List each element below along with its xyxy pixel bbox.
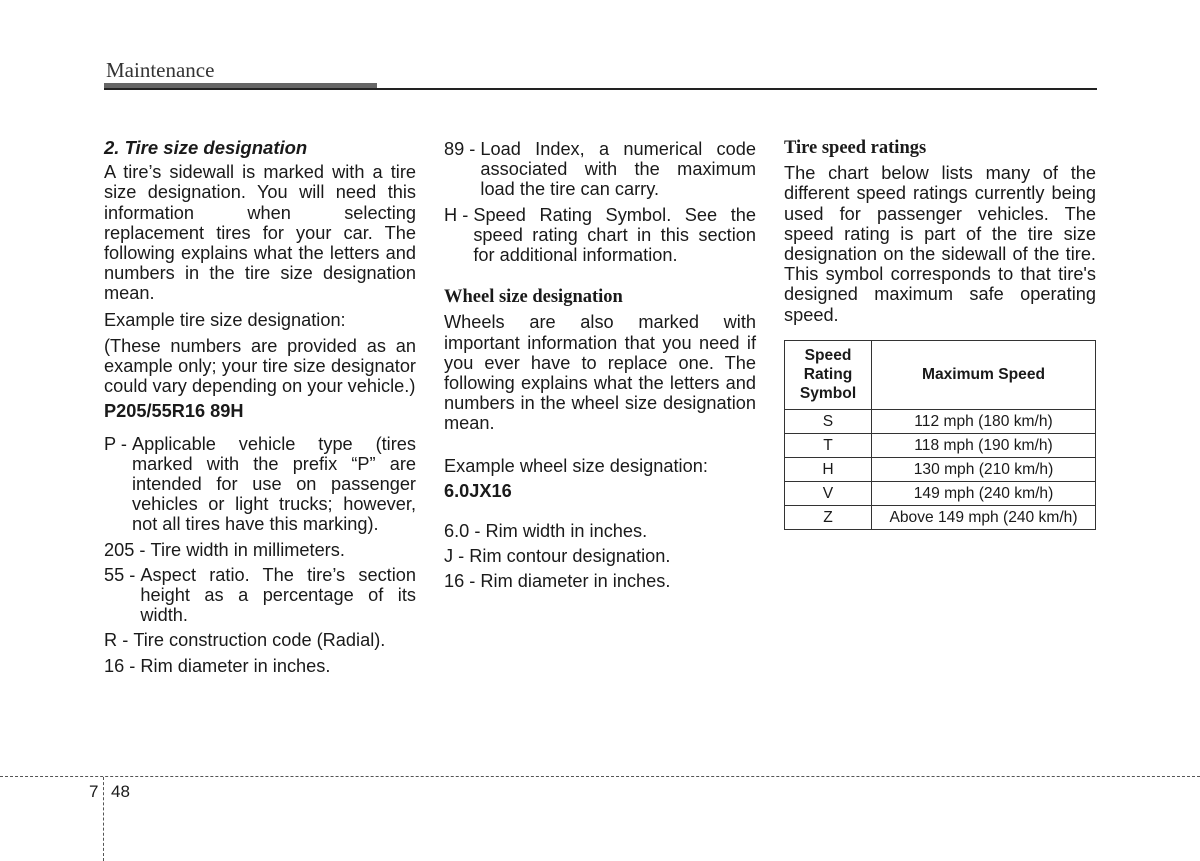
example-code: P205/55R16 89H <box>104 401 244 422</box>
cell-speed: 130 mph (210 km/h) <box>872 457 1096 481</box>
item-text: Rim contour designation. <box>469 546 671 567</box>
speed-rating-table <box>784 340 1096 530</box>
table-row <box>785 505 1096 529</box>
tire-size-heading: 2. Tire size designation <box>104 137 308 158</box>
page-number: 48 <box>111 782 130 801</box>
item-key: 16 - <box>444 571 481 592</box>
item-key: 55 - <box>104 564 141 585</box>
example-label: Example tire size designation: <box>104 309 346 330</box>
chapter-number: 7 <box>89 782 99 801</box>
footer-divider <box>103 777 104 861</box>
item-text: Load Index, a numerical code associated with the maximum load the tire can carry. <box>480 139 756 200</box>
section-title: Maintenance <box>106 58 215 82</box>
cell-speed: 112 mph (180 km/h) <box>872 409 1096 433</box>
item-text: Speed Rating Symbol. See the speed rating chart in this section for additional information. <box>473 204 756 266</box>
cell-speed: 149 mph (240 km/h) <box>872 481 1096 505</box>
column-wheel-size <box>444 139 756 592</box>
list-item <box>444 571 756 591</box>
wheel-example-code: 6.0JX16 <box>444 480 512 501</box>
cell-symbol: S <box>785 409 872 433</box>
item-key: J - <box>444 546 470 567</box>
list-item <box>444 521 756 541</box>
item-key: 16 - <box>104 655 141 676</box>
table-row <box>785 457 1096 481</box>
item-key: 6.0 - <box>444 521 486 542</box>
table-header-row <box>785 340 1096 409</box>
list-item <box>104 656 416 676</box>
item-text: Rim diameter in inches. <box>140 655 331 676</box>
item-key: P - <box>104 433 132 454</box>
wheel-size-heading: Wheel size designation <box>444 287 623 308</box>
example-note: (These numbers are provided as an example only; your tire size designator could vary depending on your vehicle.) <box>104 335 416 397</box>
item-key: 205 - <box>104 539 151 560</box>
speed-ratings-intro: The chart below lists many of the different speed ratings currently being used for passenger vehicles. The speed rating is part of the tire size designation on the sidewall of the tire. This symbol corresponds to that tire's designed maximum safe operating speed. <box>784 163 1096 325</box>
list-item <box>444 546 756 566</box>
cell-symbol: V <box>785 481 872 505</box>
footer-rule <box>0 776 1200 777</box>
cell-symbol: H <box>785 457 872 481</box>
item-text: Rim width in inches. <box>485 521 648 542</box>
list-item <box>104 630 416 650</box>
cell-speed: 118 mph (190 km/h) <box>872 433 1096 457</box>
column-speed-ratings <box>784 138 1096 530</box>
item-key: R - <box>104 630 134 651</box>
item-text: Tire width in millimeters. <box>150 539 345 560</box>
item-key: 89 - <box>444 139 481 159</box>
item-key: H - <box>444 204 474 225</box>
tire-size-intro: A tire’s sidewall is marked with a tire size designation. You will need this information when selecting replacement tires for your car. The following explains what the letters and numbers in the tire size designation mean. <box>104 162 416 304</box>
table-row <box>785 409 1096 433</box>
table-row <box>785 481 1096 505</box>
list-item <box>444 139 756 200</box>
item-text: Aspect ratio. The tire’s section height as a percentage of its width. <box>140 564 416 626</box>
header-rule <box>104 88 1097 90</box>
list-item <box>444 205 756 266</box>
cell-symbol: T <box>785 433 872 457</box>
wheel-size-intro: Wheels are also marked with important information that you need if you ever have to replace one. The following explains what the letters and numbers in the wheel size designation mean. <box>444 312 756 434</box>
cell-speed: Above 149 mph (240 km/h) <box>872 505 1096 529</box>
list-item <box>104 540 416 560</box>
item-text: Applicable vehicle type (tires marked with the prefix “P” are intended for use on passenger vehicles or light trucks; however, not all tires have this marking). <box>131 433 416 535</box>
column-tire-size <box>104 138 416 676</box>
header-symbol: Speed Rating Symbol <box>785 340 872 409</box>
list-item <box>104 565 416 626</box>
header-speed: Maximum Speed <box>872 340 1096 409</box>
list-item <box>104 434 416 535</box>
wheel-example-label: Example wheel size designation: <box>444 455 708 476</box>
item-text: Rim diameter in inches. <box>480 571 671 592</box>
item-text: Tire construction code (Radial). <box>133 630 386 651</box>
speed-ratings-heading: Tire speed ratings <box>784 138 927 158</box>
table-row <box>785 433 1096 457</box>
cell-symbol: Z <box>785 505 872 529</box>
